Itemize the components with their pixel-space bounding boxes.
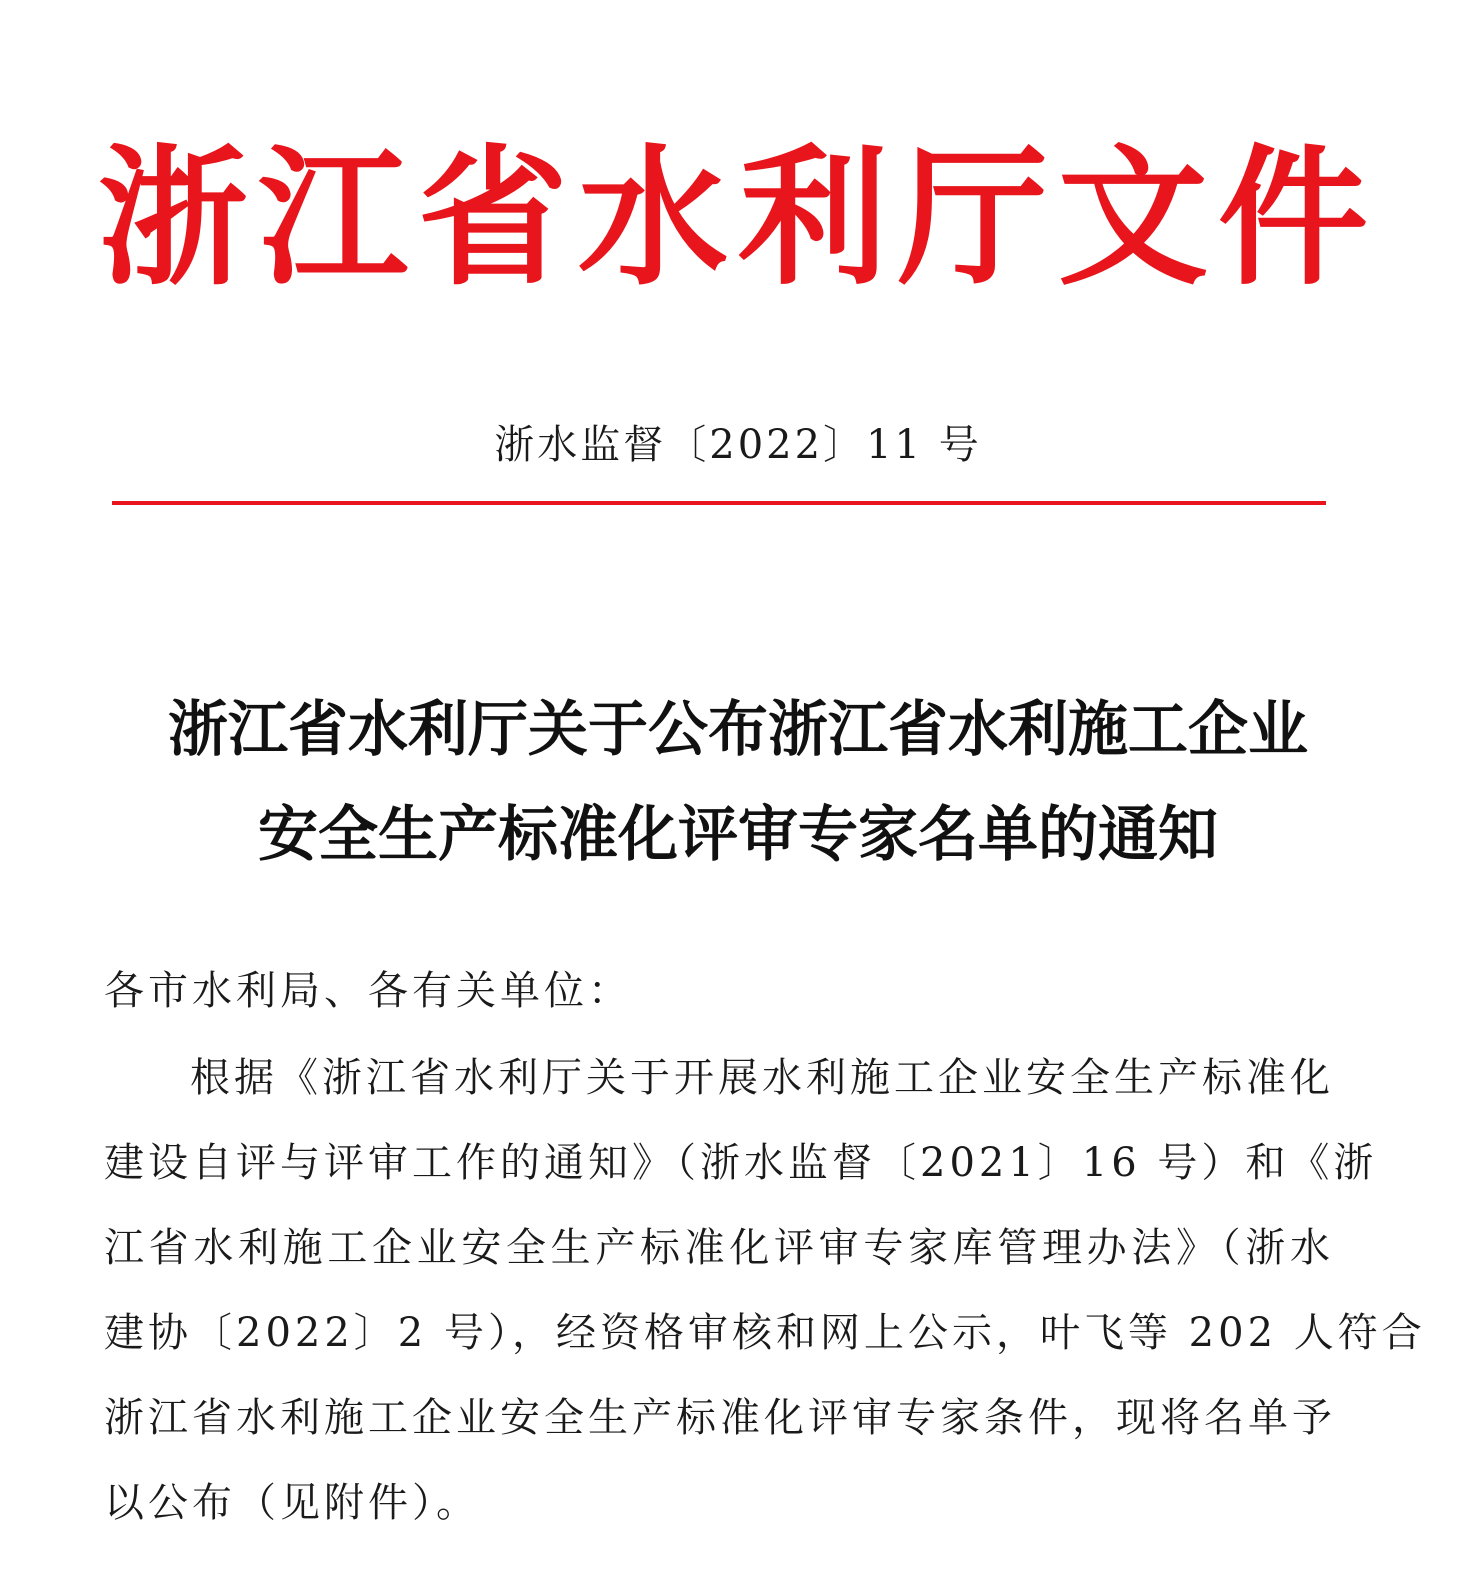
body-paragraph-line: 根据《浙江省水利厅关于开展水利施工企业安全生产标准化 (190, 1055, 1334, 1101)
notice-title-line-2: 安全生产标准化评审专家名单的通知 (258, 800, 1218, 870)
body-paragraph-line: 江省水利施工企业安全生产标准化评审专家库管理办法》（浙水 (104, 1225, 1334, 1271)
body-paragraph-line: 建协〔2022〕2 号），经资格审核和网上公示，叶飞等 202 人符合 (104, 1310, 1426, 1356)
body-paragraph-line: 以公布（见附件）。 (104, 1480, 480, 1526)
document-number: 浙水监督〔2022〕11 号 (494, 422, 982, 468)
body-paragraph-line: 建设自评与评审工作的通知》（浙水监督〔2021〕16 号）和《浙 (104, 1140, 1378, 1186)
notice-title-line-1: 浙江省水利厅关于公布浙江省水利施工企业 (168, 695, 1308, 765)
body-paragraph-line: 浙江省水利施工企业安全生产标准化评审专家条件，现将名单予 (104, 1395, 1336, 1441)
red-divider-line (112, 501, 1326, 505)
masthead-title: 浙江省水利厅文件 (97, 130, 1378, 306)
salutation: 各市水利局、各有关单位： (104, 968, 632, 1014)
